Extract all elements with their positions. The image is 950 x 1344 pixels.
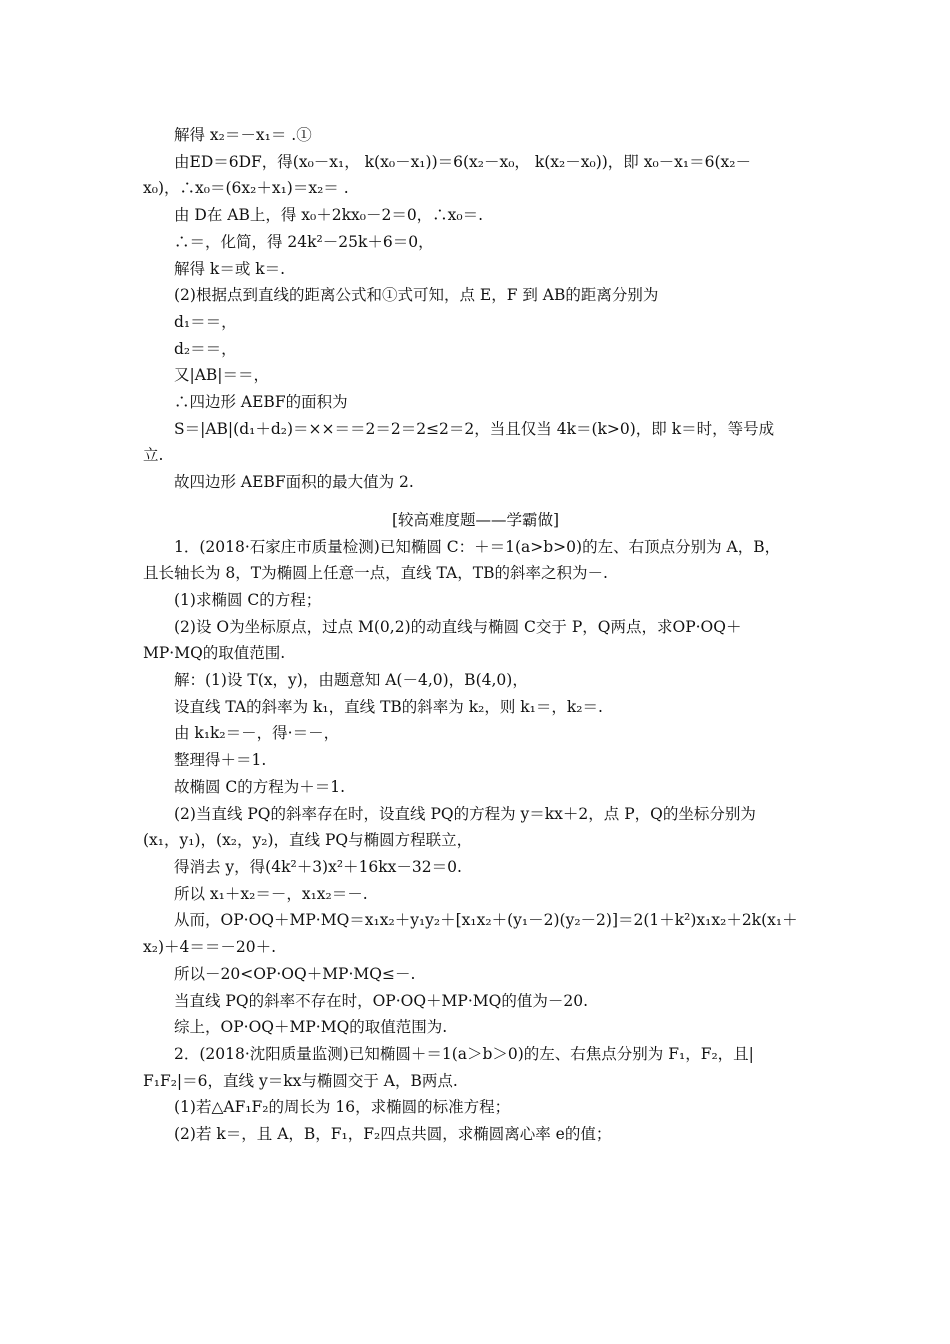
- text-line: F₁F₂|＝6，直线 y＝kx与椭圆交于 A，B两点.: [143, 1071, 458, 1090]
- text-line: 得消去 y，得(4k²＋3)x²＋16kx－32＝0.: [174, 857, 462, 876]
- solution-continuation: [143, 122, 808, 496]
- text-line: 立.: [143, 446, 164, 465]
- text-line: (2)若 k＝，且 A，B，F₁，F₂四点共圆，求椭圆离心率 e的值；: [174, 1125, 612, 1144]
- text-line: (2)设 O为坐标原点，过点 M(0,2)的动直线与椭圆 C交于 P，Q两点，求OP·OQ＋: [174, 617, 742, 636]
- text-line: 从而，OP·OQ＋MP·MQ＝x₁x₂＋y₁y₂＋[x₁x₂＋(y₁－2)(y₂－2)]＝2(1＋k²)x₁x₂＋2k(x₁＋: [174, 911, 798, 930]
- text-line: 解得 x₂＝－x₁＝ .①: [174, 126, 312, 144]
- text-line: 当直线 PQ的斜率不存在时，OP·OQ＋MP·MQ的值为－20.: [174, 991, 588, 1010]
- document-page: [143, 122, 808, 1148]
- text-line: 由ED＝6DF，得(x₀－x₁， k(x₀－x₁))＝6(x₂－x₀， k(x₂－x₀))，即 x₀－x₁＝6(x₂－: [174, 152, 752, 171]
- text-line: 由 D在 AB上，得 x₀＋2kx₀－2＝0，∴x₀＝.: [174, 206, 484, 225]
- text-line: (2)当直线 PQ的斜率存在时，设直线 PQ的方程为 y＝kx＋2，点 P，Q的坐标分别为: [174, 804, 756, 823]
- text-line: 且长轴长为 8，T为椭圆上任意一点，直线 TA，TB的斜率之积为－.: [143, 564, 608, 583]
- text-line: (1)求椭圆 C的方程；: [174, 590, 322, 609]
- text-line: ∴＝，化简，得 24k²－25k＋6＝0，: [174, 232, 434, 251]
- text-line: 又|AB|＝＝，: [174, 366, 270, 385]
- text-line: 由 k₁k₂＝－，得·＝－，: [174, 724, 340, 743]
- text-line: ∴四边形 AEBF的面积为: [174, 393, 348, 412]
- text-line: 解得 k＝或 k＝.: [174, 259, 286, 278]
- text-line: d₁＝＝，: [174, 312, 237, 331]
- section-title: [较高难度题——学霸做]: [391, 510, 560, 529]
- text-line: 所以－20<OP·OQ＋MP·MQ≤－.: [174, 964, 416, 983]
- text-line: (1)若△AF₁F₂的周长为 16，求椭圆的标准方程；: [174, 1098, 511, 1117]
- text-line: 所以 x₁＋x₂＝－，x₁x₂＝－.: [174, 884, 368, 903]
- text-line: 故四边形 AEBF面积的最大值为 2.: [174, 473, 414, 492]
- text-line: 设直线 TA的斜率为 k₁，直线 TB的斜率为 k₂，则 k₁＝，k₂＝.: [174, 697, 603, 716]
- text-line: 故椭圆 C的方程为＋＝1.: [174, 777, 346, 796]
- text-line: 整理得＋＝1.: [174, 751, 267, 770]
- text-line: x₀)，∴x₀＝(6x₂＋x₁)＝x₂＝ .: [143, 179, 349, 198]
- text-line: S＝|AB|(d₁＋d₂)＝××＝＝2＝2＝2≤2＝2，当且仅当 4k＝(k>0)，即 k＝时，等号成: [174, 419, 775, 438]
- text-line: 综上，OP·OQ＋MP·MQ的取值范围为.: [174, 1018, 448, 1037]
- text-line: 解：(1)设 T(x，y)，由题意知 A(－4,0)，B(4,0)，: [174, 671, 528, 690]
- text-line: x₂)＋4＝＝－20＋.: [143, 938, 277, 957]
- text-line: 2．(2018·沈阳质量监测)已知椭圆＋＝1(a＞b＞0)的左、右焦点分别为 F₁，F₂，且|: [174, 1044, 754, 1063]
- text-line: (x₁，y₁)，(x₂，y₂)，直线 PQ与椭圆方程联立，: [143, 831, 473, 850]
- text-line: 1．(2018·石家庄市质量检测)已知椭圆 C：＋＝1(a>b>0)的左、右顶点分别为 A，B，: [174, 537, 781, 556]
- text-line: MP·MQ的取值范围.: [143, 644, 286, 663]
- text-line: (2)根据点到直线的距离公式和①式可知，点 E，F 到 AB的距离分别为: [174, 286, 659, 305]
- harder-problems: [143, 534, 808, 1148]
- text-line: d₂＝＝，: [174, 339, 237, 358]
